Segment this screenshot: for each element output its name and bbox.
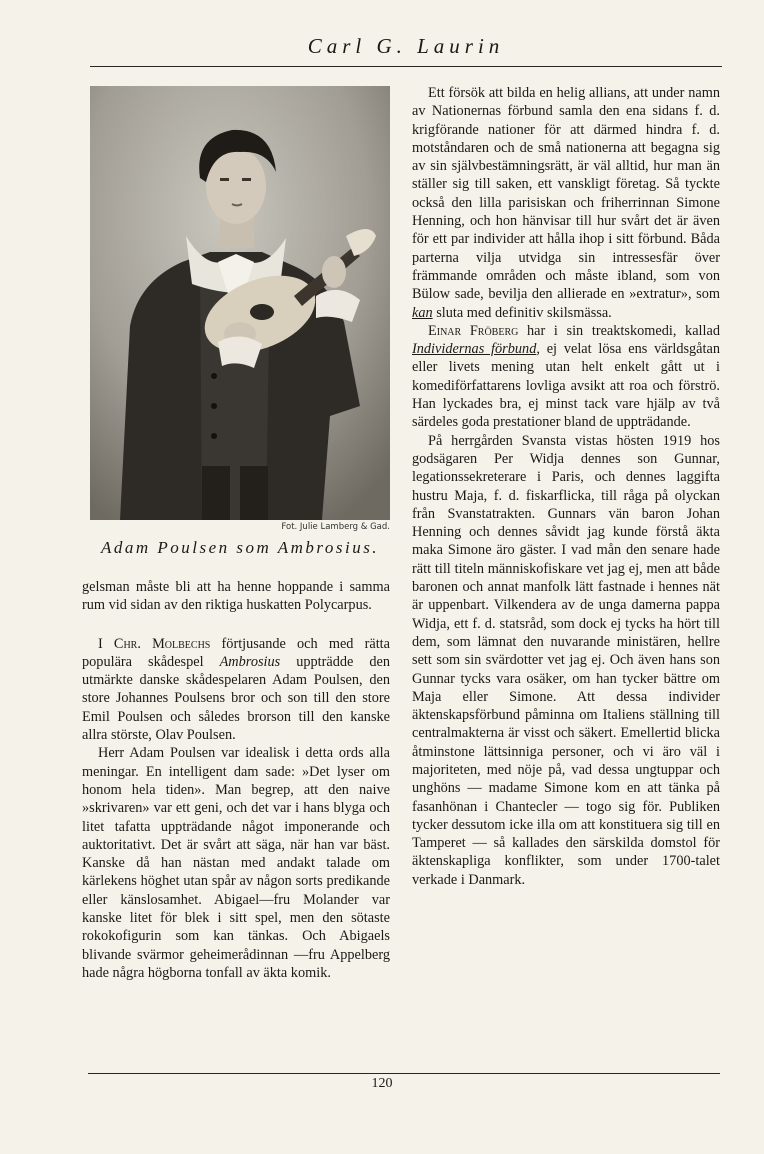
text-run: förtjusande och med rätta populära skådespel: [82, 635, 391, 670]
paragraph: [412, 84, 720, 322]
portrait-photo: [90, 86, 390, 520]
left-column: [82, 578, 390, 982]
play-title: Ambrosius: [219, 653, 281, 670]
paragraph: gelsman måste bli att ha henne hoppande i samma rum vid sidan av den riktiga huskatten Polycarpus.: [82, 579, 390, 614]
page-number: 120: [371, 1076, 393, 1091]
running-head: Carl G. Laurin: [307, 34, 505, 58]
paragraph: [82, 635, 390, 745]
text-run: sluta med definitiv skilsmässa.: [432, 304, 612, 321]
author-name: I Chr. Molbechs: [98, 635, 211, 652]
paragraph: Herr Adam Poulsen var idealisk i detta ords alla meningar. En intelligent dam sade: »Det lyser om honom hela tiden». Man begrep, att den naive »skrivaren» var ett geni, och det var i hans blyga och litet tafatta uppträdande något imponerande och auktoritativt. Det är svårt att säga, när han var bäst. Kanske då han nästan med andakt talade om kärlekens höghet utan spår av någon sorts predikande eller känslosamhet. Abigael—fru Molander var kanske litet för blek i sitt spel, men den sötaste rokokofigurin som kan tänkas. Och Abigaels blivande svärmor geheimerådinnan —fru Appelberg hade några högborna tonfall av äkta komik.: [82, 745, 390, 981]
figure-caption: Adam Poulsen som Ambrosius.: [100, 538, 380, 557]
text-run: uppträdde den utmärkte danske skådespelaren Adam Poulsen, den store Johannes Poulsens bror och son till den store Emil Poulsen och således brorson till den kanske allra störste, Olav Poulsen.: [82, 653, 390, 744]
header-rule: [90, 66, 722, 67]
play-title: Individernas förbund: [412, 341, 537, 358]
text-run: Ett försök att bilda en helig allians, att under namn av Nationernas förbund samla den ena sidans f. d. krigförande nationer för att därmed hindra f. d. motståndaren och de små nationerna att begagna sig av sin självbestämningsrätt, är väl alltid, hur man än ställer sig till saken, ett vanskligt företag. Så tyckte också den lilla parisiskan och friherrinnan Simone Henning, och hon hänvisar till hur svårt det är även för ett par individer att hålla ihop i sitt förbund. Båda parterna vilja utvidga sin intressesfär över främmande områden och måste ibland, som von Bülow sade, bevilja den allierade en »extratur», som: [412, 85, 720, 303]
right-column: [412, 84, 720, 889]
text-run: , ej velat lösa ens världsgåtan eller livets mening utan helt enkelt gått ut i komediförfattarens lovliga avsikt att roa och förströ. Han lyckades bra, ej minst tack vare hjälp av två särdeles goda prestationer bland de uppträdande.: [412, 341, 720, 431]
portrait-illustration: [90, 86, 390, 520]
emphasis: kan: [412, 304, 433, 321]
author-name: Einar Fröberg: [428, 322, 519, 339]
footer-rule: [88, 1073, 720, 1074]
photo-credit: Fot. Julie Lamberg & Gad.: [281, 522, 390, 532]
text-run: har i sin treaktskomedi, kallad: [518, 322, 720, 339]
paragraph: [412, 322, 720, 432]
paragraph: På herrgården Svansta vistas hösten 1919 hos godsägaren Per Widja dennes son Gunnar, legationssekreterare i Paris, och dennes laggifta hustru Maja, f. d. fiskarflicka, till råga på olyckan från Svanstatrakten. Gunnars vän baron Johan Henning och dennes såvidt jag kunde förstå äkta maka Simone äro gäster. I vad mån den senare hade rätt till titeln människofiskare vet jag ej, men att både baronen och annat manfolk lätt fastnade i hennes nät är uppenbart. Vilkendera av de unga damerna pappa Widja, ett f. d. statsråd, som dock ej tycks ha hört till dem, som lämnat den nuvarande ministären, hellre sett som sin svärdotter vet jag ej. Och även hans son Gunnar tycks vara osäker, om han tycker bättre om Maja eller Simone. Att dessa individer äktenskapsförbund påminna om Italiens ställning till centralmakterna är visst och säkert. Emellertid blicka åtminstone lättsinniga personer, och vi äro väl i majoriteten, med nöje på, vad dessa ungtuppar och unghöns — madame Simone kom en att tänka på fasanhönan i Chantecler — togo sig för. Publiken tycker dessutom icke illa om att konstituera sig till en Tamperet — så kallades den särskilda domstol för äktenskapliga konflikter, som under 1700-talet verkade i Danmark.: [412, 432, 720, 888]
